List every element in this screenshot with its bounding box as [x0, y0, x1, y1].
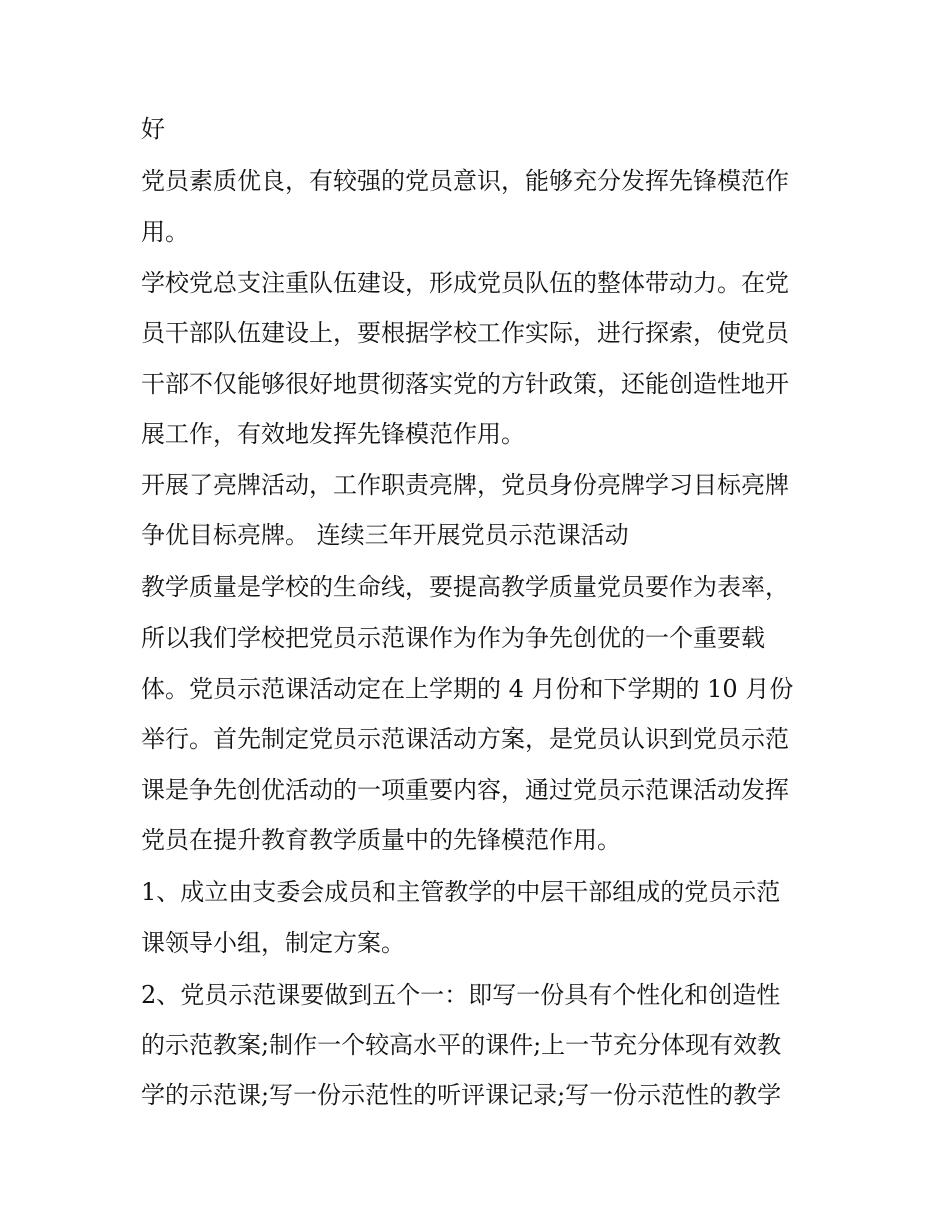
- text-line: 用。: [141, 218, 189, 246]
- text-line: 干部不仅能够很好地贯彻落实党的方针政策，还能创造性地开: [141, 370, 789, 398]
- text-line: 的示范教案;制作一个较高水平的课件;上一节充分体现有效教: [141, 1031, 782, 1059]
- text-line: 争优目标亮牌。 连续三年开展党员示范课活动: [141, 521, 629, 549]
- text-line: 课是争先创优活动的一项重要内容，通过党员示范课活动发挥: [141, 776, 789, 804]
- text-line: 学的示范课;写一份示范性的听评课记录;写一份示范性的教学: [141, 1081, 782, 1109]
- text-line: 课领导小组，制定方案。: [141, 929, 405, 957]
- text-line: 教学质量是学校的生命线，要提高教学质量党员要作为表率，: [141, 573, 789, 601]
- text-line: 党员素质优良，有较强的党员意识，能够充分发挥先锋模范作: [141, 167, 789, 195]
- text-line: 员干部队伍建设上，要根据学校工作实际，进行探索，使党员: [141, 319, 789, 347]
- text-line: 1、成立由支委会成员和主管教学的中层干部组成的党员示范: [141, 878, 781, 906]
- text-line: 党员在提升教育教学质量中的先锋模范作用。: [141, 826, 621, 854]
- text-line: 举行。首先制定党员示范课活动方案，是党员认识到党员示范: [141, 725, 789, 753]
- text-line: 2、党员示范课要做到五个一：即写一份具有个性化和创造性: [141, 981, 781, 1009]
- text-line: 体。党员示范课活动定在上学期的 4 月份和下学期的 10 月份: [141, 675, 794, 703]
- text-line: 好: [141, 115, 165, 143]
- text-line: 学校党总支注重队伍建设，形成党员队伍的整体带动力。在党: [141, 269, 789, 297]
- text-line: 开展了亮牌活动，工作职责亮牌，党员身份亮牌学习目标亮牌: [141, 471, 789, 499]
- text-line: 所以我们学校把党员示范课作为作为争先创优的一个重要载: [141, 624, 765, 652]
- text-line: 展工作，有效地发挥先锋模范作用。: [141, 420, 525, 448]
